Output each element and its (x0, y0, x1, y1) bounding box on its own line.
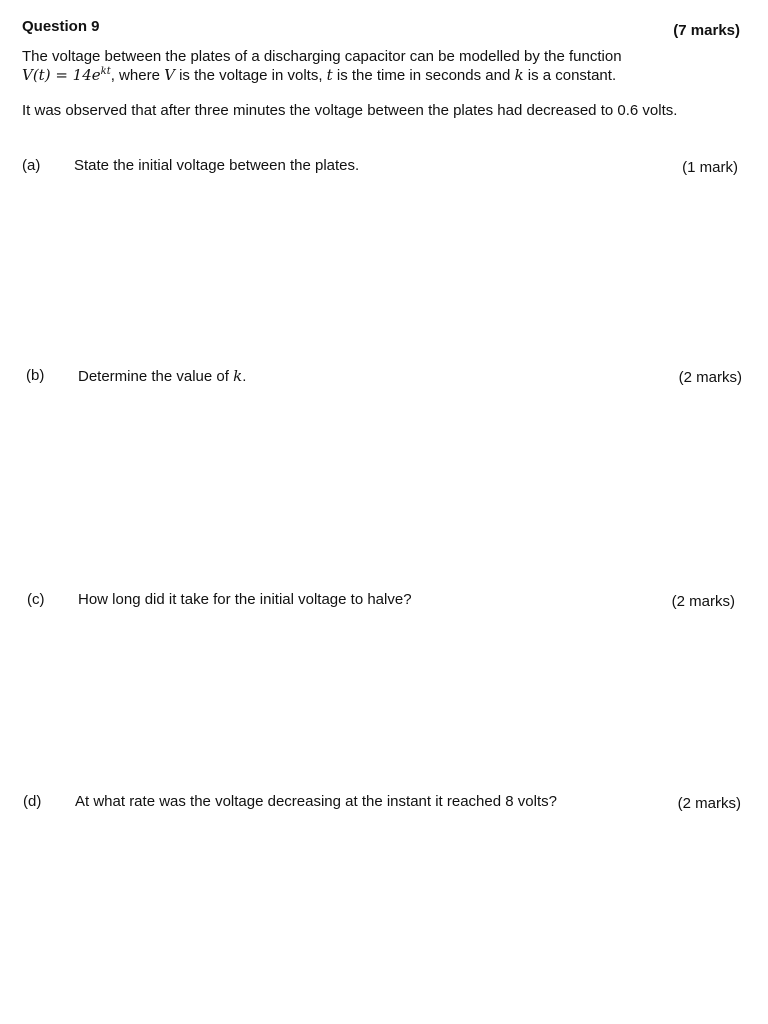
part-b (26, 367, 742, 389)
part-b-question-text: Determine the value of (78, 368, 234, 385)
part-b-suffix: . (242, 368, 247, 385)
function-exponent: kt (100, 66, 111, 77)
question-header (22, 18, 740, 40)
part-b-question (78, 367, 246, 385)
intro-text-c: is the time in seconds and (332, 67, 515, 84)
part-d-question: At what rate was the voltage decreasing at the instant it reached 8 volts? (75, 793, 557, 810)
function-lhs: V(t) = 14e (22, 66, 101, 84)
model-function (22, 66, 111, 84)
part-c (27, 591, 735, 613)
part-b-label: (b) (26, 367, 45, 384)
part-d (23, 793, 741, 815)
part-a-question: State the initial voltage between the plates. (74, 157, 360, 174)
part-a-label: (a) (22, 157, 41, 174)
variable-t: t (326, 66, 333, 84)
observation-text: It was observed that after three minutes the voltage between the plates had decreased to 0.6 volts. (22, 102, 678, 119)
question-title: Question 9 (22, 18, 100, 35)
part-a-marks: (1 mark) (682, 159, 738, 176)
intro-text-d: is a constant. (523, 67, 617, 84)
intro-text-a: , where (110, 67, 165, 84)
question-total-marks: (7 marks) (673, 22, 740, 39)
part-c-question: How long did it take for the initial voltage to halve? (78, 591, 412, 608)
part-b-marks: (2 marks) (678, 369, 742, 386)
variable-v: V (164, 66, 175, 84)
part-c-label: (c) (27, 591, 45, 608)
part-c-marks: (2 marks) (671, 593, 735, 610)
part-d-label: (d) (23, 793, 42, 810)
question-intro (22, 47, 722, 85)
intro-line-1: The voltage between the plates of a discharging capacitor can be modelled by the function (22, 48, 622, 65)
part-b-variable-k: k (233, 367, 243, 385)
part-a (22, 157, 738, 179)
part-d-marks: (2 marks) (677, 795, 741, 812)
intro-text-b: is the voltage in volts, (174, 67, 327, 84)
variable-k: k (514, 66, 524, 84)
